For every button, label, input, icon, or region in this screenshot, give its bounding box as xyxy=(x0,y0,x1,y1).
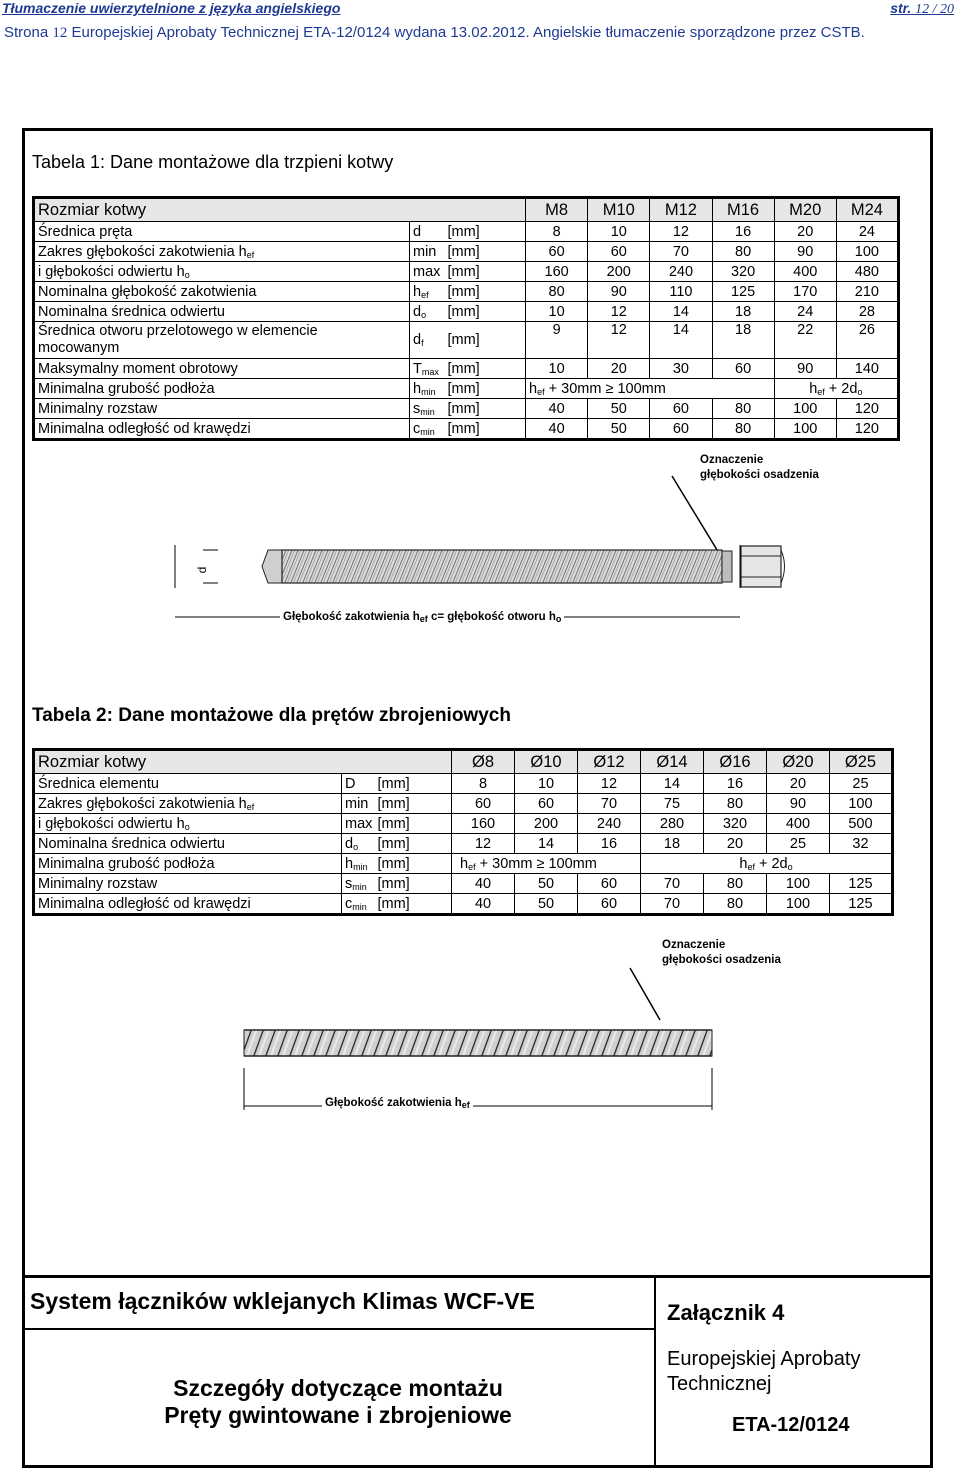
row-symbol: $s_{min}$ xyxy=(410,399,448,419)
row-label: Minimalna grubość podłoża xyxy=(34,854,342,874)
col-header: M12 xyxy=(650,198,712,222)
row-unit: [mm] xyxy=(448,322,526,359)
col-header: Ø14 xyxy=(640,750,703,774)
table-row xyxy=(34,794,893,814)
cell: 200 xyxy=(588,262,650,282)
approval-body-2: Technicznej xyxy=(667,1373,772,1395)
table2 xyxy=(32,748,894,916)
row-unit: [mm] xyxy=(378,874,452,894)
cell: 125 xyxy=(829,894,892,915)
cell: 60 xyxy=(578,874,641,894)
cell: 20 xyxy=(703,834,766,854)
cell: 90 xyxy=(774,359,836,379)
section-title: Szczegóły dotyczące montażu xyxy=(173,1375,503,1401)
system-title: System łączników wklejanych Klimas WCF-VE xyxy=(30,1288,535,1314)
merged-cell: $h_{ef} + 2d_o$ xyxy=(774,379,898,399)
figure2-callout: Oznaczenie głębokości osadzenia xyxy=(662,939,781,966)
cell: 120 xyxy=(836,419,898,440)
cell: 80 xyxy=(703,894,766,915)
row-unit: [mm] xyxy=(448,302,526,322)
cell: 12 xyxy=(588,302,650,322)
title-block-divider xyxy=(22,1328,654,1330)
cell: 16 xyxy=(578,834,641,854)
row-symbol: $d_f$ xyxy=(410,322,448,359)
cell: 20 xyxy=(588,359,650,379)
cell: 80 xyxy=(712,242,774,262)
section-subtitle: Pręty gwintowane i zbrojeniowe xyxy=(164,1402,512,1428)
col-header: Ø20 xyxy=(766,750,829,774)
cell: 32 xyxy=(829,834,892,854)
document-reference: Strona 12 Europejskiej Aprobaty Technicznej ETA-12/0124 wydana 13.02.2012. Angielskie tłumaczenie sporządzone przez CSTB. xyxy=(4,24,865,41)
cell: 18 xyxy=(712,322,774,359)
cell: 8 xyxy=(526,222,588,242)
cell: 50 xyxy=(588,399,650,419)
row-symbol: max xyxy=(410,262,448,282)
table-row xyxy=(34,222,899,242)
cell: 100 xyxy=(774,399,836,419)
row-unit: [mm] xyxy=(378,894,452,915)
cell: 120 xyxy=(836,399,898,419)
title-block-divider xyxy=(654,1278,656,1468)
table1 xyxy=(32,196,900,441)
cell: 140 xyxy=(836,359,898,379)
row-unit: [mm] xyxy=(448,379,526,399)
cell: 60 xyxy=(515,794,578,814)
cell: 10 xyxy=(588,222,650,242)
row-unit: [mm] xyxy=(448,222,526,242)
cell: 40 xyxy=(526,419,588,440)
cell: 50 xyxy=(515,894,578,915)
cell: 14 xyxy=(640,774,703,794)
page-header xyxy=(0,0,960,20)
title-block xyxy=(22,1275,933,1468)
col-header: Ø10 xyxy=(515,750,578,774)
cell: 90 xyxy=(774,242,836,262)
cell: 70 xyxy=(578,794,641,814)
row-symbol: max xyxy=(342,814,378,834)
row-symbol: min xyxy=(342,794,378,814)
cell: 20 xyxy=(766,774,829,794)
cell: 14 xyxy=(650,322,712,359)
cell: 24 xyxy=(836,222,898,242)
table-row xyxy=(34,242,899,262)
cell: 500 xyxy=(829,814,892,834)
row-label: Nominalna średnica odwiertu xyxy=(34,302,410,322)
cell: 210 xyxy=(836,282,898,302)
table1-header-row xyxy=(34,198,899,222)
cell: 160 xyxy=(452,814,515,834)
table-row xyxy=(34,834,893,854)
col-header: Ø8 xyxy=(452,750,515,774)
row-label: Minimalna odległość od krawędzi xyxy=(34,419,410,440)
row-label: Minimalna grubość podłoża xyxy=(34,379,410,399)
row-label: Nominalna głębokość zakotwienia xyxy=(34,282,410,302)
table-row xyxy=(34,399,899,419)
cell: 280 xyxy=(640,814,703,834)
row-symbol: d xyxy=(410,222,448,242)
cell: 28 xyxy=(836,302,898,322)
header-label: Rozmiar kotwy xyxy=(34,198,526,222)
table-row xyxy=(34,894,893,915)
row-label: Średnica pręta xyxy=(34,222,410,242)
cell: 18 xyxy=(640,834,703,854)
row-unit: [mm] xyxy=(448,399,526,419)
cell: 480 xyxy=(836,262,898,282)
cell: 60 xyxy=(526,242,588,262)
cell: 70 xyxy=(650,242,712,262)
row-unit: [mm] xyxy=(378,794,452,814)
col-header: Ø25 xyxy=(829,750,892,774)
row-label: Minimalny rozstaw xyxy=(34,399,410,419)
row-unit: [mm] xyxy=(448,242,526,262)
table1-caption: Tabela 1: Dane montażowe dla trzpieni kotwy xyxy=(32,152,394,172)
row-label: Średnica otworu przelotowego w elemencie mocowanym xyxy=(34,322,410,359)
cell: 90 xyxy=(588,282,650,302)
row-symbol: D xyxy=(342,774,378,794)
row-label: Zakres głębokości zakotwienia $h_{ef}$ xyxy=(34,794,342,814)
cell: 8 xyxy=(452,774,515,794)
cell: 125 xyxy=(829,874,892,894)
cell: 40 xyxy=(452,874,515,894)
merged-cell: $h_{ef} + 30mm \ge 100mm$ xyxy=(452,854,641,874)
cell: 110 xyxy=(650,282,712,302)
row-symbol: $s_{min}$ xyxy=(342,874,378,894)
row-label: Nominalna średnica odwiertu xyxy=(34,834,342,854)
cell: 20 xyxy=(774,222,836,242)
table-row xyxy=(34,262,899,282)
cell: 22 xyxy=(774,322,836,359)
cell: 26 xyxy=(836,322,898,359)
cell: 400 xyxy=(774,262,836,282)
table-row xyxy=(34,419,899,440)
cell: 90 xyxy=(766,794,829,814)
cell: 50 xyxy=(588,419,650,440)
table-row xyxy=(34,359,899,379)
row-symbol: $c_{min}$ xyxy=(342,894,378,915)
cell: 60 xyxy=(452,794,515,814)
col-header: Ø12 xyxy=(578,750,641,774)
cell: 70 xyxy=(640,874,703,894)
approval-body: Europejskiej Aprobaty xyxy=(667,1348,861,1370)
cell: 14 xyxy=(515,834,578,854)
cell: 60 xyxy=(712,359,774,379)
cell: 10 xyxy=(526,359,588,379)
table-row xyxy=(34,302,899,322)
cell: 400 xyxy=(766,814,829,834)
translation-note: Tłumaczenie uwierzytelnione z języka angielskiego xyxy=(2,0,341,16)
merged-cell: $h_{ef} + 30mm \ge 100mm$ xyxy=(526,379,775,399)
cell: 160 xyxy=(526,262,588,282)
row-unit: [mm] xyxy=(378,774,452,794)
col-header: Ø16 xyxy=(703,750,766,774)
figure1-callout: Oznaczenie głębokości osadzenia xyxy=(700,454,819,481)
row-unit: [mm] xyxy=(378,814,452,834)
row-unit: [mm] xyxy=(448,419,526,440)
row-unit: [mm] xyxy=(378,854,452,874)
cell: 10 xyxy=(515,774,578,794)
row-symbol: $c_{min}$ xyxy=(410,419,448,440)
cell: 70 xyxy=(640,894,703,915)
row-symbol: $d_o$ xyxy=(342,834,378,854)
table2-header-row xyxy=(34,750,893,774)
row-label: i głębokości odwiertu $h_o$ xyxy=(34,814,342,834)
cell: 30 xyxy=(650,359,712,379)
row-symbol: $h_{min}$ xyxy=(342,854,378,874)
cell: 40 xyxy=(452,894,515,915)
cell: 18 xyxy=(712,302,774,322)
row-label: Średnica elementu xyxy=(34,774,342,794)
threaded-rod-drawing xyxy=(0,470,960,650)
row-label: Zakres głębokości zakotwienia $h_{ef}$ xyxy=(34,242,410,262)
table2-caption: Tabela 2: Dane montażowe dla prętów zbrojeniowych xyxy=(32,705,511,726)
row-label: Maksymalny moment obrotowy xyxy=(34,359,410,379)
row-unit: [mm] xyxy=(448,262,526,282)
cell: 320 xyxy=(703,814,766,834)
col-header: M10 xyxy=(588,198,650,222)
row-symbol: min xyxy=(410,242,448,262)
table-row xyxy=(34,814,893,834)
cell: 25 xyxy=(766,834,829,854)
cell: 80 xyxy=(526,282,588,302)
page-number: str. 12 / 20 xyxy=(890,0,954,17)
cell: 60 xyxy=(650,399,712,419)
row-unit: [mm] xyxy=(448,359,526,379)
table-row xyxy=(34,379,899,399)
row-label: Minimalna odległość od krawędzi xyxy=(34,894,342,915)
row-label: Minimalny rozstaw xyxy=(34,874,342,894)
merged-cell: $h_{ef} + 2d_o$ xyxy=(640,854,892,874)
table-row xyxy=(34,874,893,894)
cell: 12 xyxy=(588,322,650,359)
eta-number: ETA-12/0124 xyxy=(732,1414,850,1436)
cell: 80 xyxy=(712,419,774,440)
row-symbol: $T_{max}$ xyxy=(410,359,448,379)
cell: 240 xyxy=(650,262,712,282)
cell: 100 xyxy=(774,419,836,440)
cell: 80 xyxy=(703,874,766,894)
cell: 125 xyxy=(712,282,774,302)
row-symbol: $d_o$ xyxy=(410,302,448,322)
cell: 16 xyxy=(703,774,766,794)
cell: 100 xyxy=(766,894,829,915)
cell: 14 xyxy=(650,302,712,322)
table-row xyxy=(34,774,893,794)
cell: 60 xyxy=(588,242,650,262)
cell: 12 xyxy=(452,834,515,854)
cell: 60 xyxy=(578,894,641,915)
cell: 200 xyxy=(515,814,578,834)
cell: 12 xyxy=(578,774,641,794)
table-row xyxy=(34,282,899,302)
row-symbol: $h_{min}$ xyxy=(410,379,448,399)
cell: 100 xyxy=(836,242,898,262)
figure1-depth-label: Głębokość zakotwienia $h_{ef}$ c= głębokość otworu $h_o$ xyxy=(280,611,564,623)
col-header: M16 xyxy=(712,198,774,222)
cell: 100 xyxy=(766,874,829,894)
cell: 12 xyxy=(650,222,712,242)
col-header: M24 xyxy=(836,198,898,222)
cell: 40 xyxy=(526,399,588,419)
cell: 16 xyxy=(712,222,774,242)
col-header: M20 xyxy=(774,198,836,222)
annex-number: Załącznik 4 xyxy=(667,1300,785,1325)
dimension-d-label: d xyxy=(195,566,209,574)
table-row xyxy=(34,854,893,874)
figure2-depth-label: Głębokość zakotwienia $h_{ef}$ xyxy=(322,1097,473,1109)
row-unit: [mm] xyxy=(378,834,452,854)
cell: 50 xyxy=(515,874,578,894)
cell: 75 xyxy=(640,794,703,814)
cell: 9 xyxy=(526,322,588,359)
cell: 24 xyxy=(774,302,836,322)
table-row xyxy=(34,322,899,359)
cell: 80 xyxy=(703,794,766,814)
cell: 320 xyxy=(712,262,774,282)
row-unit: [mm] xyxy=(448,282,526,302)
row-label: i głębokości odwiertu $h_o$ xyxy=(34,262,410,282)
cell: 10 xyxy=(526,302,588,322)
row-symbol: $h_{ef}$ xyxy=(410,282,448,302)
col-header: M8 xyxy=(526,198,588,222)
cell: 25 xyxy=(829,774,892,794)
cell: 60 xyxy=(650,419,712,440)
header-label: Rozmiar kotwy xyxy=(34,750,452,774)
cell: 100 xyxy=(829,794,892,814)
cell: 240 xyxy=(578,814,641,834)
cell: 170 xyxy=(774,282,836,302)
cell: 80 xyxy=(712,399,774,419)
rebar-drawing xyxy=(0,960,960,1120)
